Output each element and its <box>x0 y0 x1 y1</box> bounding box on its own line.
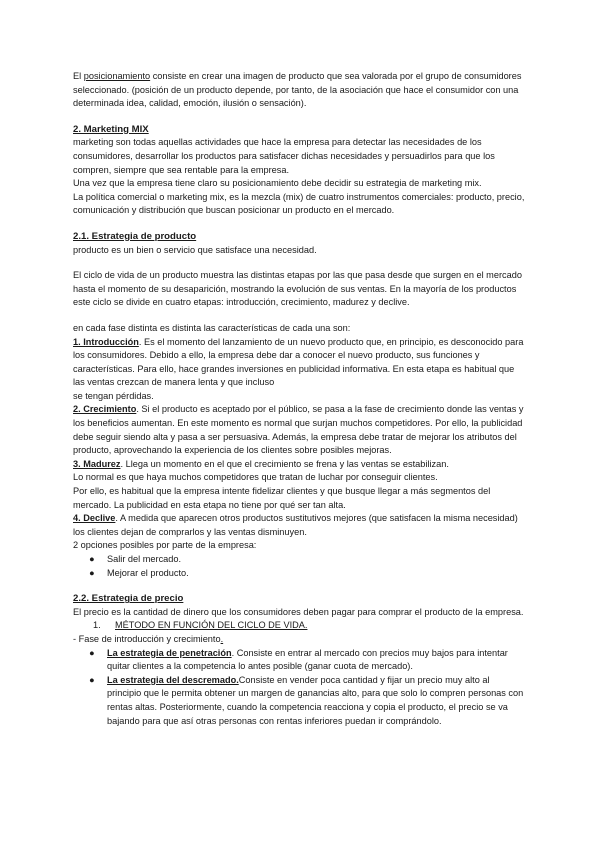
estrategia-penetracion-label: La estrategia de penetración <box>107 647 232 658</box>
stage-crecimiento-text: . Si el producto es aceptado por el público, se pasa a la fase de crecimiento donde las ventas y los beneficios aumentan. En este momento es normal que surjan muchos competidores. Por ello, la publicidad debe seguir siendo alta y pasa a ser persuasiva. Además, la empresa debe tratar de mejorar los atributos del producto, aprovechando la experiencia de los clientes sobre posibles mejoras. <box>73 404 524 456</box>
metodo-line <box>73 619 525 633</box>
opciones-intro: 2 opciones posibles por parte de la empresa: <box>73 540 257 551</box>
metodo-number: 1. <box>93 620 101 631</box>
stage-madurez-label: 3. Madurez <box>73 458 121 469</box>
bullet-icon: ● <box>89 674 95 685</box>
marketing-mix-paragraph-1: marketing son todas aquellas actividades que hace la empresa para detectar las necesidades de los consumidores, desarrollar los productos para satisfacer dichas necesidades y persuadirlos para que los compren, siempre que sea rentable para la empresa. <box>73 137 495 175</box>
estrategia-descremado-label: La estrategia del descremado. <box>107 674 239 685</box>
marketing-mix-paragraph-2: Una vez que la empresa tiene claro su posicionamiento debe decidir su estrategia de marketing mix. <box>73 178 482 189</box>
stage-madurez-p2: Lo normal es que haya muchos competidores que tratan de luchar por conseguir clientes. <box>73 472 438 483</box>
document-page <box>73 70 525 728</box>
fase-label: - Fase de introducción y crecimiento <box>73 633 221 644</box>
estrategia-descremado-text: Consiste en vender poca cantidad y fijar un precio muy alto al principio que le permita obtener un margen de ganancias alto, para que solo lo compren personas con rentas altas. Posteriormente, cuando la competencia reacciona y copia el producto, el precio se va bajando para que así otras personas con rentas inferiores puedan ir comprándolo. <box>107 674 524 726</box>
producto-definition: producto es un bien o servicio que satisface una necesidad. <box>73 244 317 255</box>
opcion-salir: Salir del mercado. <box>107 554 182 564</box>
opciones-list <box>73 553 525 580</box>
fase-dot: . <box>220 633 224 644</box>
metodo-label: MÉTODO EN FUNCIÓN DEL CICLO DE VIDA. <box>115 620 308 631</box>
stage-madurez <box>73 458 525 472</box>
stage-crecimiento <box>73 403 525 457</box>
stage-introduccion <box>73 336 525 390</box>
list-item <box>73 567 525 581</box>
stage-declive <box>73 512 525 539</box>
list-item <box>73 647 525 674</box>
posicionamiento-term: posicionamiento <box>83 71 151 81</box>
precio-definition: El precio es la cantidad de dinero que los consumidores deben pagar para comprar el producto de la empresa. <box>73 606 524 617</box>
opcion-mejorar: Mejorar el producto. <box>107 567 189 578</box>
stage-declive-text: . A medida que aparecen otros productos sustitutivos mejores (que satisfacen la misma necesidad) los clientes dejan de comprarlos y las ventas disminuyen. <box>73 513 518 537</box>
marketing-mix-heading: 2. Marketing MIX <box>73 123 149 135</box>
stage-crecimiento-label: 2. Crecimiento <box>73 404 137 415</box>
stage-madurez-text: . Llega un momento en el que el crecimiento se frena y las ventas se estabilizan. <box>120 458 449 469</box>
list-item <box>73 674 525 728</box>
list-item <box>73 553 525 567</box>
intro-paragraph <box>73 70 525 111</box>
stage-introduccion-text: . Es el momento del lanzamiento de un nuevo producto que, en principio, es desconocido para los consumidores. Debido a ello, la empresa debe dar a conocer el nuevo producto, sus funciones y características. Para ello, hace grandes inversiones en publicidad informativa. En esta etapa es habitual que las ventas crezcan de manera lenta y que incluso <box>73 336 524 388</box>
fase-line <box>73 633 525 647</box>
marketing-mix-paragraph-3: La política comercial o marketing mix, es la mezcla (mix) de cuatro instrumentos comerciales: producto, precio, comunicación y distribución que buscan posicionar un producto en el mercado. <box>73 191 525 216</box>
producto-heading: 2.1. Estrategia de producto <box>73 230 197 242</box>
precio-heading: 2.2. Estrategia de precio <box>73 593 184 605</box>
bullet-icon: ● <box>89 554 95 564</box>
ciclo-de-vida-paragraph: El ciclo de vida de un producto muestra las distintas etapas por las que pasa desde que surgen en el mercado hasta el momento de su desaparición, mostrando la evolución de sus ventas. En la mayoría de los productos este ciclo se divide en cuatro etapas: introducción, crecimiento, madurez y declive. <box>73 270 522 308</box>
estrategia-penetracion-text: . Consiste en entrar al mercado con precios muy bajos para intentar quitar clientes a la competencia lo antes posible (ganar cuota de mercado). <box>107 647 508 672</box>
precio-strategies-list <box>73 647 525 729</box>
fases-intro: en cada fase distinta es distinta las características de cada una son: <box>73 322 351 333</box>
stage-introduccion-cont: se tengan pérdidas. <box>73 390 154 401</box>
stage-madurez-p3: Por ello, es habitual que la empresa intente fidelizar clientes y que busque llegar a más segmentos del mercado. La publicidad en esta etapa no tiene por qué ser tan alta. <box>73 486 491 510</box>
intro-prefix: El <box>73 71 84 81</box>
stage-declive-label: 4. Declive <box>73 513 116 524</box>
bullet-icon: ● <box>89 647 95 658</box>
intro-text: consiste en crear una imagen de producto que sea valorada por el grupo de consumidores seleccionado. (posición de un producto depende, por tanto, de la asociación que hace el consumidor con una determinada idea, calidad, emoción, ilusión o sensación). <box>73 71 522 109</box>
bullet-icon: ● <box>89 567 95 578</box>
stage-introduccion-label: 1. Introducción <box>73 336 139 347</box>
